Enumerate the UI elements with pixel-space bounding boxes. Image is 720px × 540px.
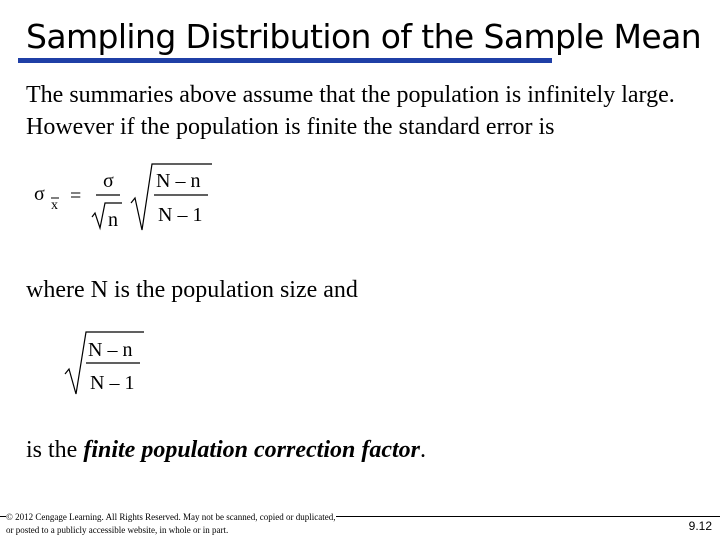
factor-denominator: N – 1 [90, 372, 135, 394]
title-underline [18, 58, 552, 63]
emphasized-term: finite population correction factor [83, 437, 420, 463]
factor-numerator: N – n [88, 339, 133, 361]
intro-text: The summaries above assume that the population is infinitely large. However if the population is finite the standard error is [26, 82, 675, 140]
fraction-numerator: N – n [156, 170, 201, 192]
copyright-notice: © 2012 Cengage Learning. All Rights Reserved. May not be scanned, copied or duplicated, or posted to a publicly accessible website, in whole or in part. [6, 512, 336, 535]
equals-sign: = [70, 185, 82, 207]
population-size-line: where N is the population size and [26, 277, 358, 303]
slide-title: Sampling Distribution of the Sample Mean [26, 17, 702, 56]
sqrt-n-value: n [108, 209, 118, 231]
text-prefix: is the [26, 437, 84, 463]
correction-factor-formula [62, 328, 162, 398]
fraction-denominator: N – 1 [158, 204, 203, 226]
intro-paragraph [26, 79, 716, 143]
sigma-numerator: σ [103, 170, 114, 192]
x-bar-subscript: x [51, 198, 58, 213]
text-suffix: . [420, 437, 426, 463]
slide-number: 9.12 [688, 519, 712, 533]
correction-factor-line [26, 434, 426, 466]
standard-error-formula [28, 158, 228, 238]
sigma-symbol: σ [34, 183, 45, 205]
